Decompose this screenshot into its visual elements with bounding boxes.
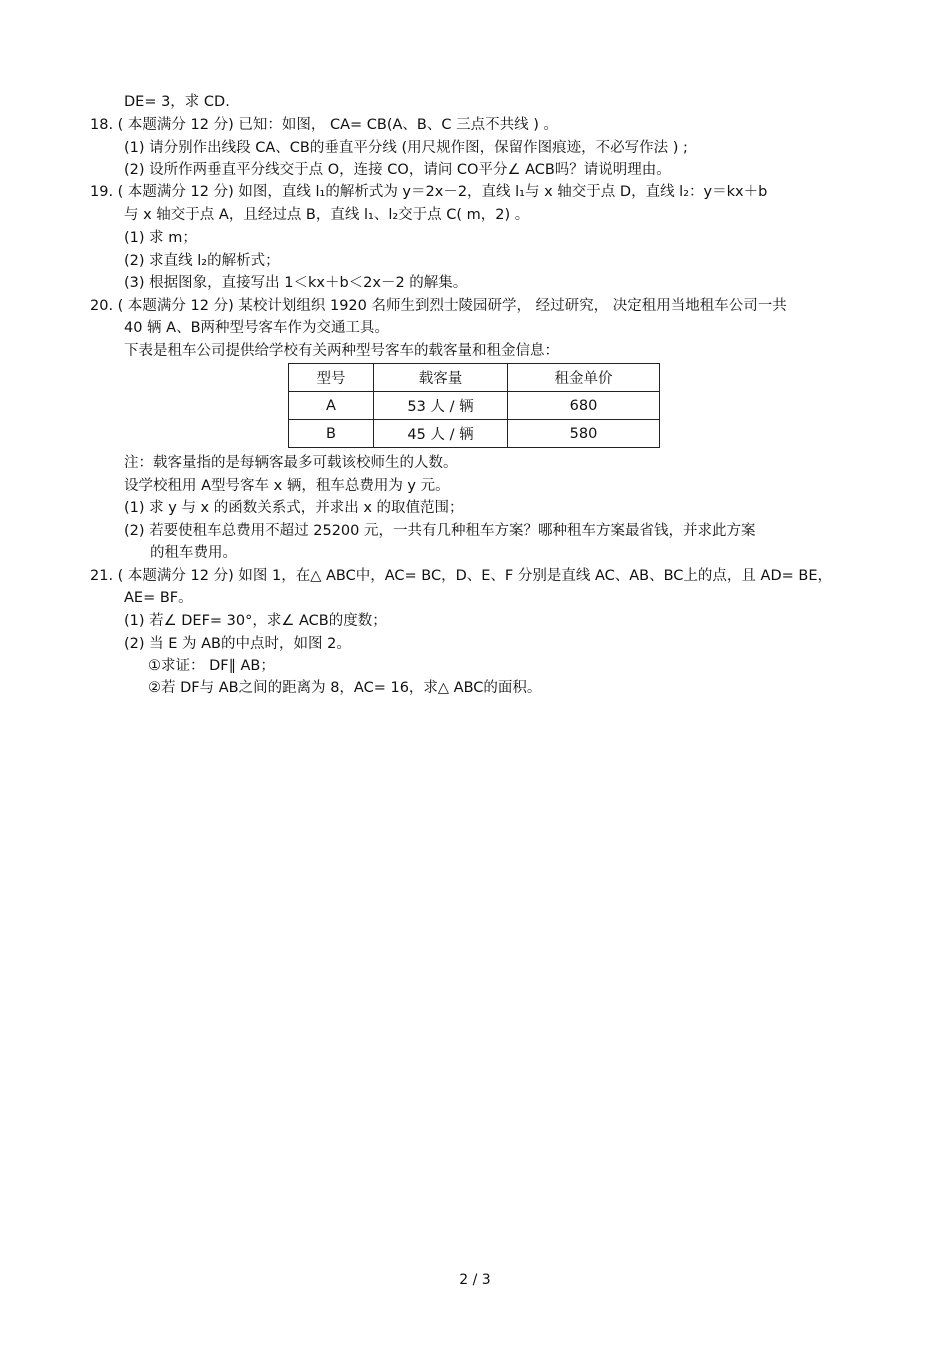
text-line: (1) 若∠ DEF= 30°，求∠ ACB的度数； [124,613,387,629]
table-header-row [289,364,660,392]
question-21: 21. ( 本题满分 12 分) 如图 1，在△ ABC中，AC= BC，D、E、F 分别是直线 AC、AB、BC上的点，且 AD= BE， [90,568,832,584]
table-cell: 680 [508,392,660,420]
table-cell: 53 人 / 辆 [374,392,508,420]
table-header-cell: 载客量 [374,364,508,392]
text-line: 设学校租用 A型号客车 x 辆，租车总费用为 y 元。 [124,478,450,494]
text-line: DE= 3，求 CD. [124,94,230,110]
table-cell: 45 人 / 辆 [374,420,508,448]
text-line: (2) 求直线 l₂的解析式； [124,253,280,269]
text-line: (2) 当 E 为 AB的中点时，如图 2。 [124,636,351,652]
text-line: (1) 求 y 与 x 的函数关系式，并求出 x 的取值范围； [124,500,464,516]
table-cell: 580 [508,420,660,448]
text-line: ②若 DF与 AB之间的距离为 8，AC= 16，求△ ABC的面积。 [148,680,542,696]
question-19: 19. ( 本题满分 12 分) 如图，直线 l₁的解析式为 y＝2x－2，直线 l₁与 x 轴交于点 D，直线 l₂：y＝kx＋b [90,184,768,200]
text-line: (2) 若要使租车总费用不超过 25200 元，一共有几种租车方案？哪种租车方案最省钱，并求此方案 [124,523,756,539]
table-cell: A [289,392,374,420]
text-line: 与 x 轴交于点 A，且经过点 B，直线 l₁、l₂交于点 C( m，2) 。 [124,207,530,223]
text-line: AE= BF。 [124,590,193,606]
rental-table [288,363,660,448]
table-row [289,392,660,420]
text-line: 40 辆 A、B两种型号客车作为交通工具。 [124,320,390,336]
text-line: ①求证： DF∥ AB； [148,658,275,674]
text-line: 注：载客量指的是每辆客最多可载该校师生的人数。 [124,455,458,471]
question-18: 18. ( 本题满分 12 分) 已知：如图， CA= CB(A、B、C 三点不共线 ) 。 [90,117,558,133]
table-cell: B [289,420,374,448]
text-line: (1) 请分别作出线段 CA、CB的垂直平分线 (用尺规作图，保留作图痕迹，不必写作法 ) ; [124,140,688,156]
text-line: 下表是租车公司提供给学校有关两种型号客车的载客量和租金信息： [124,343,559,359]
table-header-cell: 租金单价 [508,364,660,392]
text-line: (3) 根据图象，直接写出 1＜kx＋b＜2x－2 的解集。 [124,275,468,291]
text-line: (2) 设所作两垂直平分线交于点 O，连接 CO，请问 CO平分∠ ACB吗？请说明理由。 [124,162,671,178]
question-20: 20. ( 本题满分 12 分) 某校计划组织 1920 名师生到烈士陵园研学， 经过研究， 决定租用当地租车公司一共 [90,298,787,314]
table-row [289,420,660,448]
text-line: 的租车费用。 [150,545,237,561]
table-header-cell: 型号 [289,364,374,392]
text-line: (1) 求 m； [124,230,197,246]
page-number: 2 / 3 [459,1272,491,1288]
